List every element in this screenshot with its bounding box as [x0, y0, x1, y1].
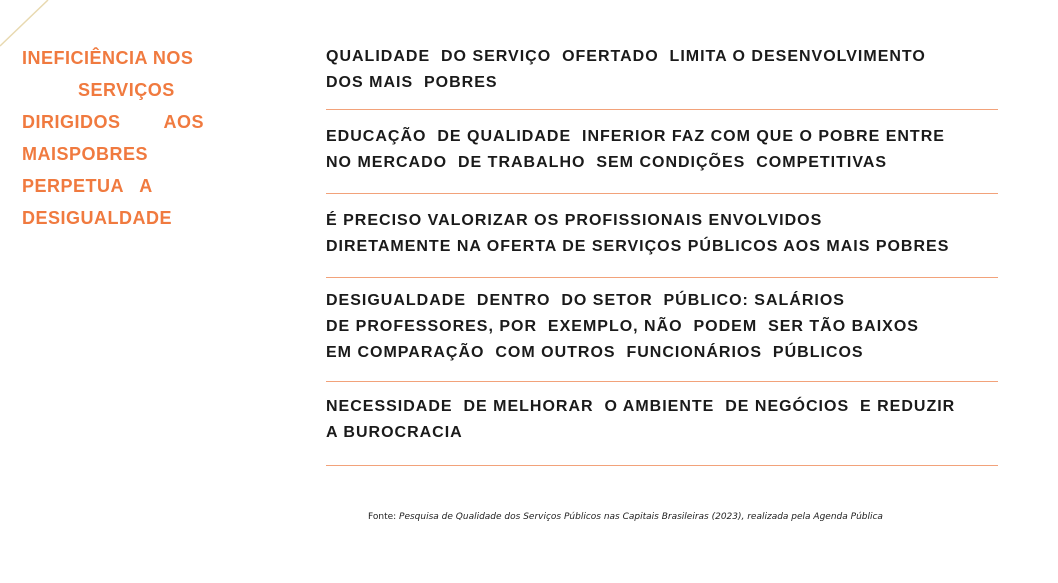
title-line-3	[22, 106, 204, 138]
title-line-1: INEFICIÊNCIA NOS	[22, 48, 194, 68]
finding-text	[326, 394, 998, 446]
slide-title	[22, 42, 222, 234]
finding-item-1	[326, 42, 998, 110]
findings-list	[326, 42, 998, 466]
finding-text	[326, 208, 998, 260]
finding-text	[326, 124, 998, 176]
finding-line: DESIGUALDADE DENTRO DO SETOR PÚBLICO: SALÁRIOS	[326, 292, 845, 309]
finding-line: DE PROFESSORES, POR EXEMPLO, NÃO PODEM SER TÃO BAIXOS	[326, 318, 919, 335]
title-word-dirigidos: DIRIGIDOS	[22, 112, 121, 132]
finding-line: NO MERCADO DE TRABALHO SEM CONDIÇÕES COMPETITIVAS	[326, 154, 888, 171]
finding-line: A BUROCRACIA	[326, 424, 463, 441]
title-word-aos: AOS	[163, 112, 204, 132]
finding-text	[326, 44, 998, 96]
finding-item-3	[326, 194, 998, 278]
title-line-6: DESIGUALDADE	[22, 208, 173, 228]
title-word-a: A	[139, 176, 153, 196]
finding-item-5	[326, 382, 998, 466]
finding-line: NECESSIDADE DE MELHORAR O AMBIENTE DE NEGÓCIOS E REDUZIR	[326, 398, 956, 415]
source-footnote	[368, 512, 883, 522]
finding-item-4	[326, 278, 998, 382]
finding-line: É PRECISO VALORIZAR OS PROFISSIONAIS ENVOLVIDOS	[326, 212, 823, 229]
title-line-4: MAISPOBRES	[22, 144, 149, 164]
finding-text	[326, 288, 998, 366]
finding-line: DIRETAMENTE NA OFERTA DE SERVIÇOS PÚBLICOS AOS MAIS POBRES	[326, 238, 950, 255]
source-text: Pesquisa de Qualidade dos Serviços Públicos nas Capitais Brasileiras (2023), realizada pela Agenda Pública	[399, 512, 883, 522]
source-prefix: Fonte:	[368, 512, 400, 522]
title-line-2: SERVIÇOS	[78, 80, 175, 100]
finding-line: EM COMPARAÇÃO COM OUTROS FUNCIONÁRIOS PÚBLICOS	[326, 344, 864, 361]
finding-line: DOS MAIS POBRES	[326, 74, 498, 91]
finding-line: EDUCAÇÃO DE QUALIDADE INFERIOR FAZ COM QUE O POBRE ENTRE	[326, 128, 945, 145]
title-line-5	[22, 170, 222, 202]
finding-item-2	[326, 110, 998, 194]
finding-line: QUALIDADE DO SERVIÇO OFERTADO LIMITA O DESENVOLVIMENTO	[326, 48, 926, 65]
title-word-perpetua: PERPETUA	[22, 176, 124, 196]
